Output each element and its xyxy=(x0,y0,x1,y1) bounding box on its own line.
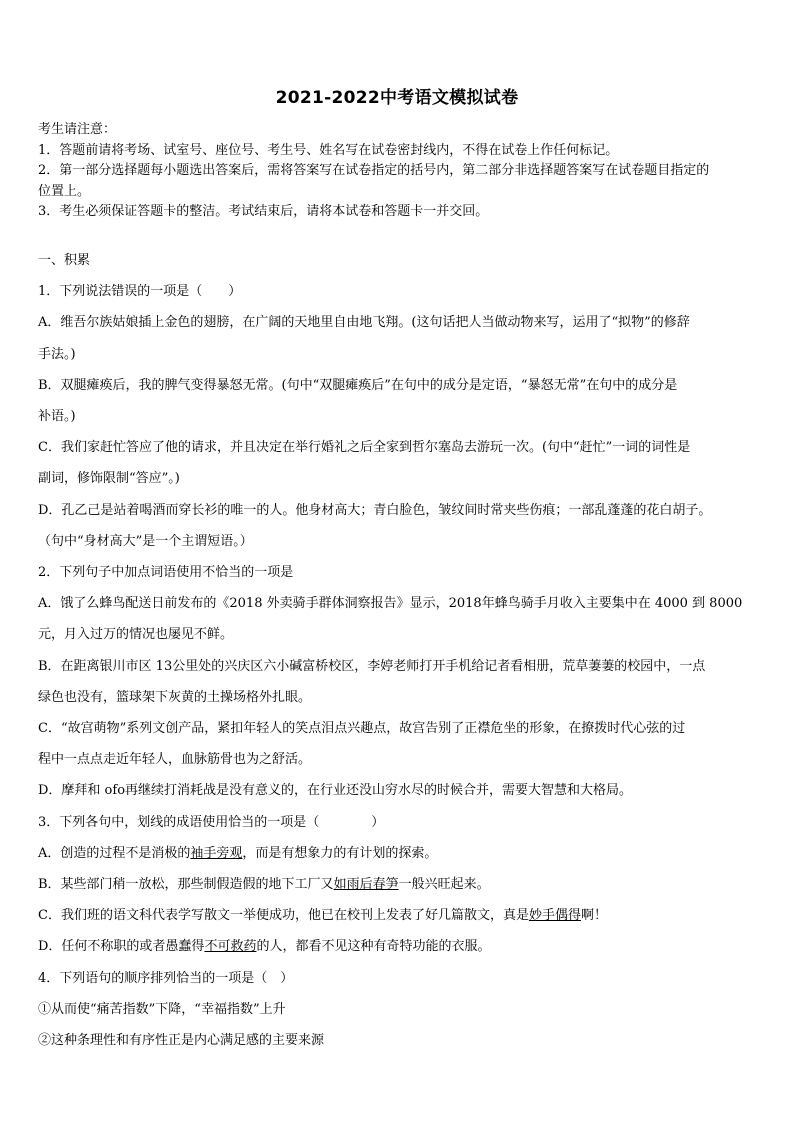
exam-notice xyxy=(38,120,760,223)
notice-heading: 考生请注意： xyxy=(38,122,117,137)
option-text: 一般兴旺起来。 xyxy=(398,877,490,893)
notice-line: 2．第一部分选择题每小题选出答案后，需将答案写在试卷指定的括号内，第二部分非选择题答案写在试卷题目指定的 xyxy=(38,163,710,179)
question-stem: 2．下列句子中加点词语使用不恰当的一项是 xyxy=(38,565,294,581)
option-line: A．饿了么蜂鸟配送日前发布的《2018 外卖骑手群体洞察报告》显示，2018年蜂鸟骑手月收入主要集中在 4000 到 8000 xyxy=(38,596,743,612)
option-line: 补语。) xyxy=(38,409,76,425)
option-text: 的人，都看不见这种有奇特功能的衣服。 xyxy=(256,939,491,955)
option-line: C．“故宫萌物”系列文创产品，紧扣年轻人的笑点泪点兴趣点，故宫告别了正襟危坐的形象，在撩拨时代心弦的过 xyxy=(38,721,686,737)
exam-body xyxy=(38,245,760,1056)
option-text: A．创造的过程不是消极的 xyxy=(38,845,191,861)
question-stem: 1．下列说法错误的一项是（ ） xyxy=(38,284,242,300)
underlined-idiom: 袖手旁观 xyxy=(190,845,243,861)
underlined-idiom: 如雨后春笋 xyxy=(333,877,399,893)
notice-line: 位置上。 xyxy=(38,183,91,199)
option-line: D．孔乙己是站着喝酒而穿长衫的唯一的人。他身材高大；青白脸色，皱纹间时常夹些伤痕；一部乱蓬蓬的花白胡子。 xyxy=(38,502,712,518)
notice-line: 3．考生必须保证答题卡的整洁。考试结束后，请将本试卷和答题卡一并交回。 xyxy=(38,204,489,220)
option-line: D．摩拜和 ofo再继续打消耗战是没有意义的，在行业还没山穷水尽的时候合并，需要大智慧和大格局。 xyxy=(38,783,633,799)
option-text: 啊！ xyxy=(580,908,607,924)
option-line xyxy=(38,931,760,962)
option-line: 副词，修饰限制“答应”。) xyxy=(38,471,180,487)
option-text: ，而是有想象力的有计划的探索。 xyxy=(242,845,438,861)
option-line: 程中一点点走近年轻人，血脉筋骨也为之舒活。 xyxy=(38,752,312,768)
option-text: C．我们班的语文科代表学写散文一举便成功，他已在校刊上发表了好几篇散文，真是 xyxy=(38,908,529,924)
option-text: D．任何不称职的或者愚蠢得 xyxy=(38,939,205,955)
option-line: 元，月入过万的情况也屡见不鲜。 xyxy=(38,627,234,643)
option-line xyxy=(38,838,760,869)
underlined-idiom: 妙手偶得 xyxy=(528,908,581,924)
option-line: 绿色也没有，篮球架下灰黄的土操场格外扎眼。 xyxy=(38,689,312,705)
option-line: C．我们家赶忙答应了他的请求，并且决定在举行婚礼之后全家到哲尔塞岛去游玩一次。(句中“赶忙”一词的词性是 xyxy=(38,440,691,456)
option-line: B．双腿瘫痪后，我的脾气变得暴怒无常。(句中“双腿瘫痪后”在句中的成分是定语，“暴怒无常”在句中的成分是 xyxy=(38,377,678,393)
question-stem: 3．下列各句中，划线的成语使用恰当的一项是（ ） xyxy=(38,814,385,830)
page-title: 2021-2022中考语文模拟试卷 xyxy=(275,88,519,108)
option-line xyxy=(38,869,760,900)
option-line: 手法。) xyxy=(38,346,76,362)
section-heading: 一、积累 xyxy=(38,253,91,268)
sentence-item: ①从而使“痛苦指数”下降，“幸福指数”上升 xyxy=(38,1001,286,1017)
option-line: B．在距离银川市区 13公里处的兴庆区六小碱富桥校区，李婷老师打开手机给记者看相册，荒草萋萋的校园中，一点 xyxy=(38,658,706,674)
notice-line: 1．答题前请将考场、试室号、座位号、考生号、姓名写在试卷密封线内，不得在试卷上作任何标记。 xyxy=(38,142,619,158)
option-line xyxy=(38,900,760,931)
sentence-item: ②这种条理性和有序性正是内心满足感的主要来源 xyxy=(38,1033,325,1049)
option-line: A．维吾尔族姑娘插上金色的翅膀，在广阔的天地里自由地飞翔。(这句话把人当做动物来写，运用了“拟物”的修辞 xyxy=(38,315,690,331)
option-line: （句中“身材高大”是一个主谓短语。） xyxy=(38,533,253,549)
underlined-idiom: 不可救药 xyxy=(204,939,257,955)
option-text: B．某些部门稍一放松，那些制假造假的地下工厂又 xyxy=(38,877,334,893)
question-stem: 4．下列语句的顺序排列恰当的一项是（ ） xyxy=(38,970,294,986)
